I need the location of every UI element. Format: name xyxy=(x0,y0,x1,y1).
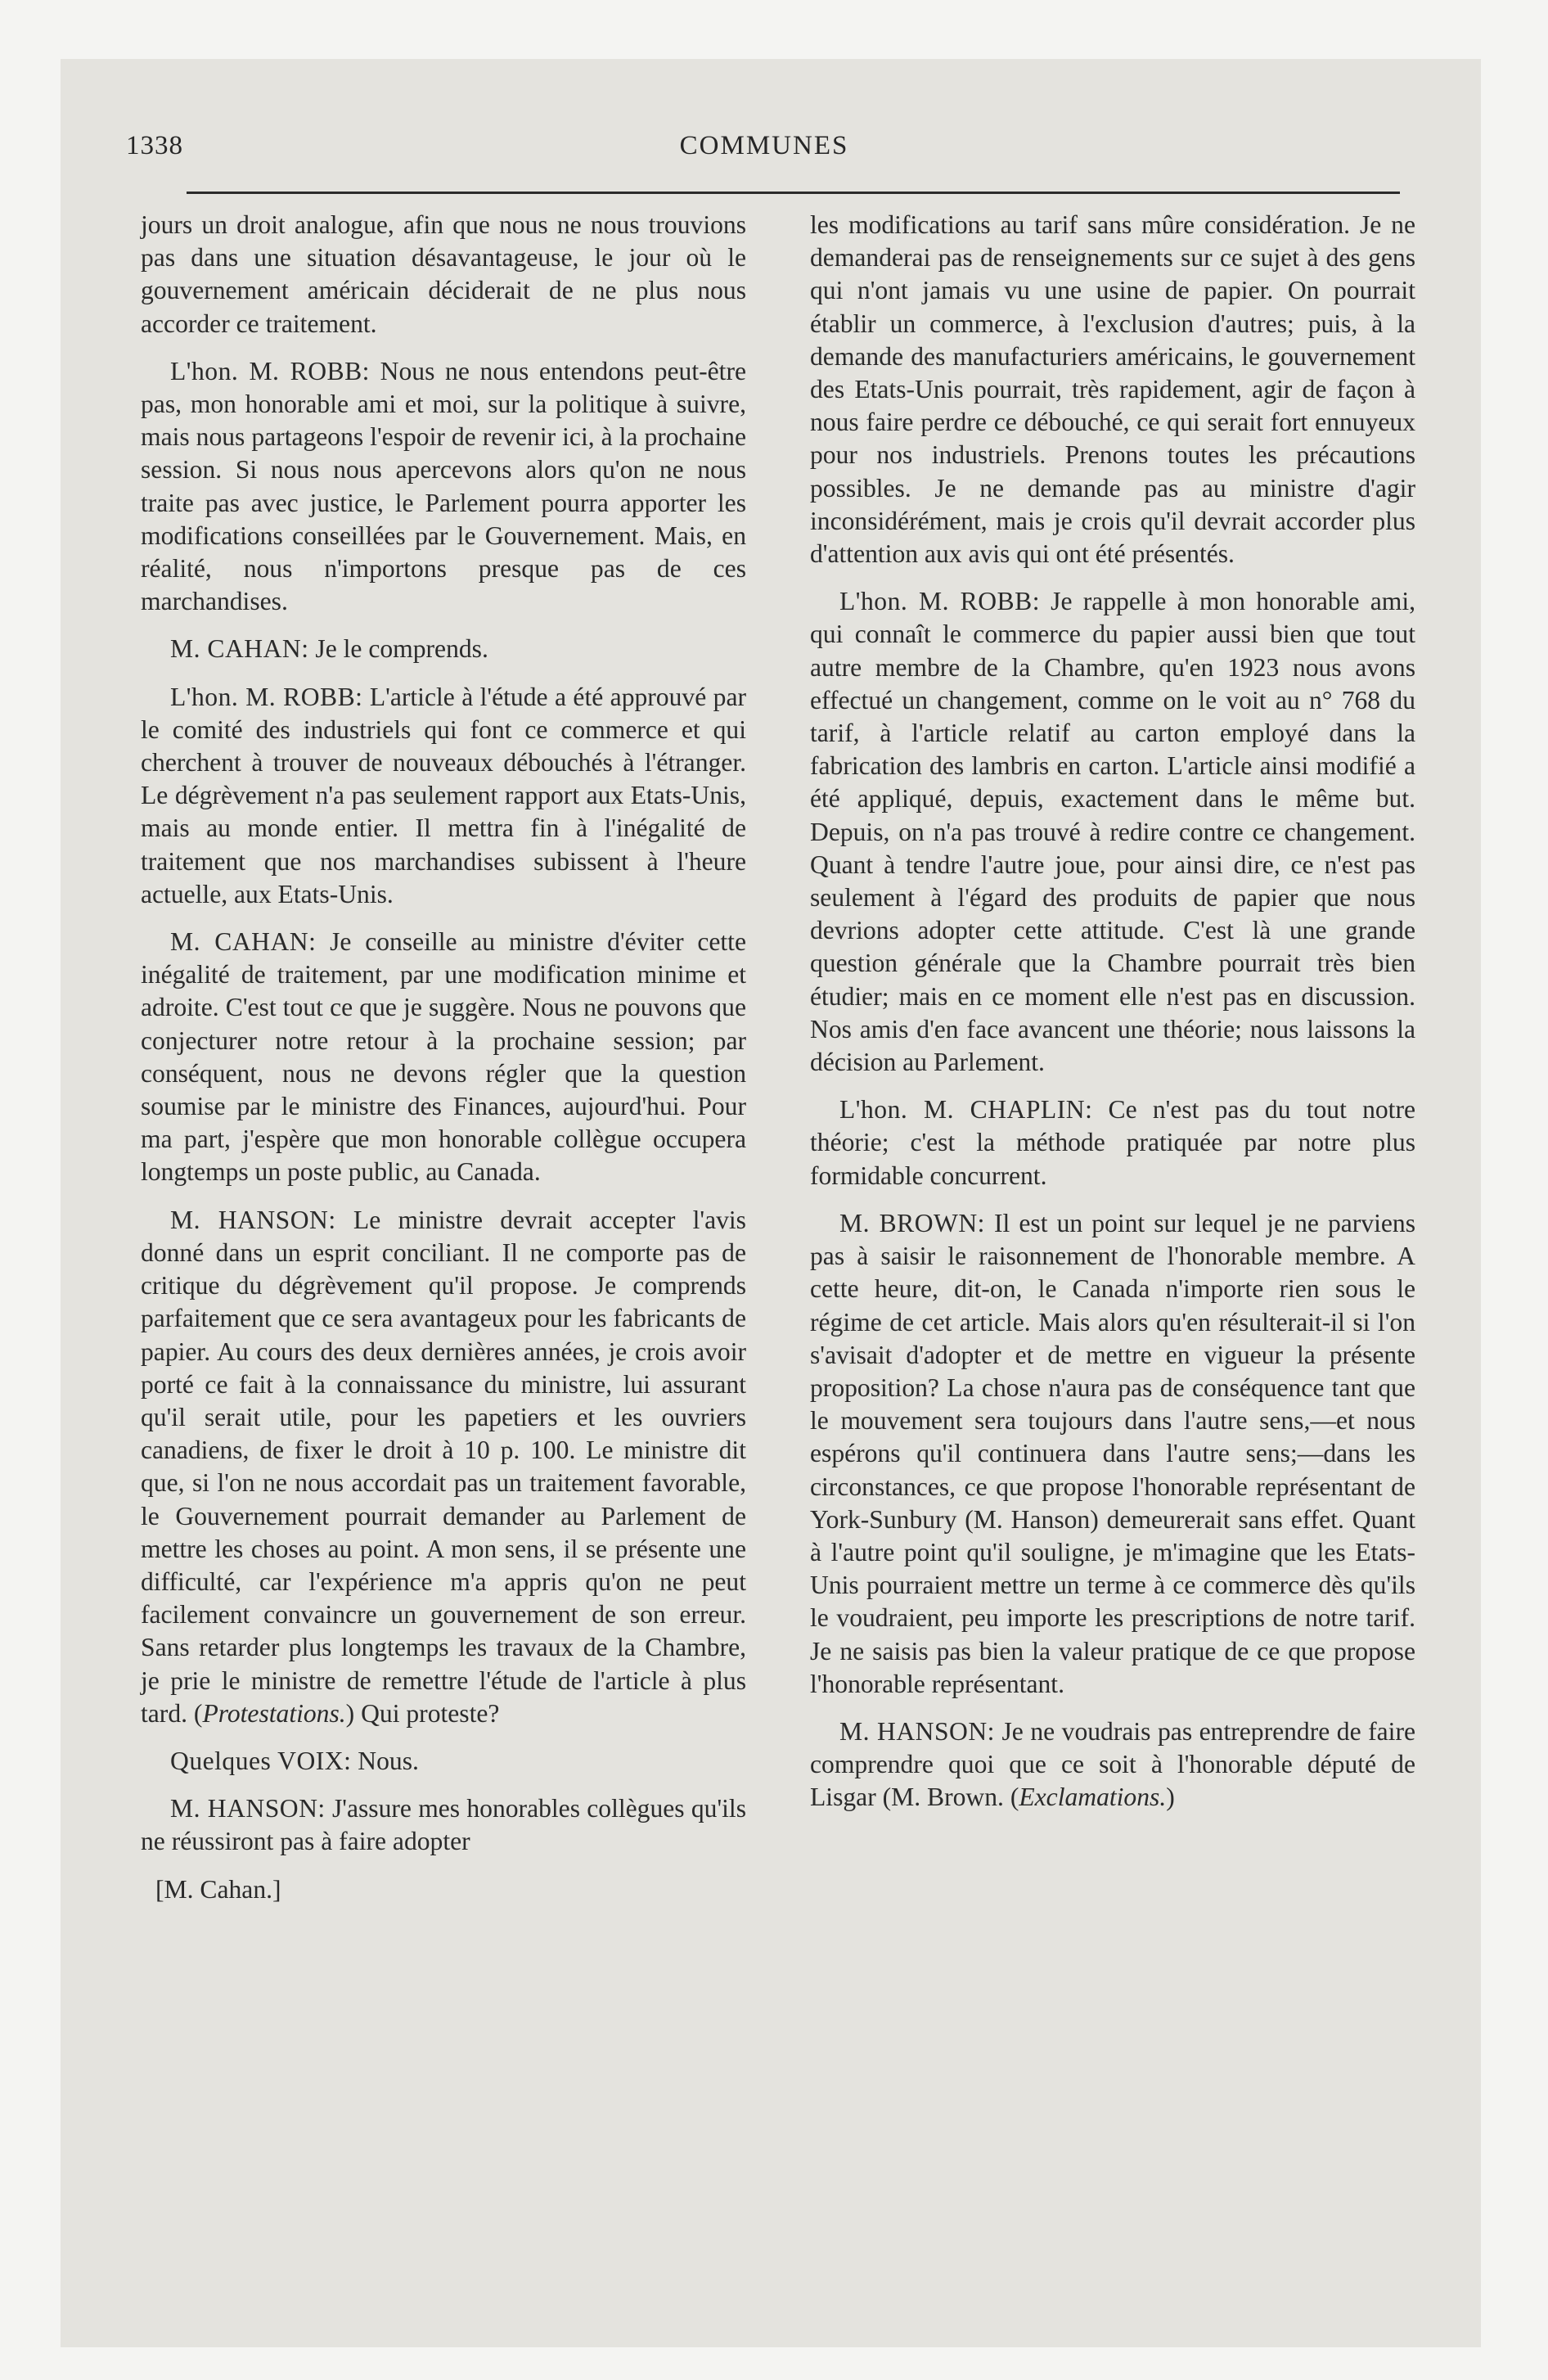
paragraph-text: les modifications au tarif sans mûre considération. Je ne demanderai pas de renseignements sur ce sujet à des gens qui n'ont jamais vu une usine de papier. On pourrait établir un commerce, à l'exclusion d'autres; puis, à la demande des manufacturiers américains, le gouvernement des Etats-Unis pourrait, très rapidement, agir de façon à nous faire perdre ce débouché, ce qui serait fort ennuyeux pour nos industriels. Prenons toutes les précautions possibles. Je ne demande pas au ministre d'agir inconsidérément, mais je crois qu'il devrait accorder plus d'attention aux avis qui ont été présentés. xyxy=(810,210,1415,569)
speaker-name: L'hon. M. ROBB: xyxy=(170,682,363,711)
speaker-name: M. CAHAN: xyxy=(170,634,309,664)
speaker-name: L'hon. M. ROBB: xyxy=(839,587,1040,616)
paragraph xyxy=(810,209,1415,570)
paragraph-text: Nous ne nous entendons peut-être pas, mon honorable ami et moi, sur la politique à suivre, mais nous partageons l'espoir de revenir ici, à la prochaine session. Si nous nous apercevons alors qu'on ne nous traite pas avec justice, le Parlement pourra apporter les modifications conseillées par le Gouvernement. Mais, en réalité, nous n'importons presque pas de ces marchandises. xyxy=(141,356,746,616)
paragraph-text: Ce n'est pas du tout notre théorie; c'est la méthode pratiquée par notre plus formidable concurrent. xyxy=(810,1095,1415,1190)
left-column xyxy=(141,209,746,1906)
speaker-name: M. HANSON: xyxy=(170,1205,336,1234)
paragraph-text: Nous. xyxy=(351,1746,419,1775)
paragraph xyxy=(810,1715,1415,1814)
paragraph-text: Je rappelle à mon honorable ami, qui connaît le commerce du papier aussi bien que tout autre membre de la Chambre, qu'en 1923 nous avons effectué un changement, comme on le voit au n° 768 du tarif, à l'article relatif au carton employé dans la fabrication des lambris en carton. L'article ainsi modifié a été appliqué, depuis, exactement dans le même but. Depuis, on n'a pas trouvé à redire contre ce changement. Quant à tendre l'autre joue, pour ainsi dire, ce n'est pas seulement à l'égard des produits de papier que nous devrions adopter cette attitude. C'est là une grande question générale que la Chambre pourrait très bien étudier; mais en ce moment elle n'est pas en discussion. Nos amis d'en face avancent une théorie; nous laissons la décision au Parlement. xyxy=(810,587,1415,1077)
page-number: 1338 xyxy=(126,131,183,160)
right-column xyxy=(810,209,1415,1829)
speaker-name: L'hon. M. ROBB: xyxy=(170,356,370,385)
paragraph xyxy=(810,585,1415,1079)
header-rule xyxy=(187,192,1400,194)
paragraph xyxy=(810,1093,1415,1192)
paragraph xyxy=(141,355,746,619)
stage-direction: Protestations. xyxy=(202,1698,346,1728)
paragraph-text: ) Qui proteste? xyxy=(345,1698,500,1728)
page-header xyxy=(126,131,1402,180)
paragraph-text: Je ne voudrais pas entreprendre de faire comprendre quoi que ce soit à l'honorable député de Lisgar (M. Brown. ( xyxy=(810,1716,1415,1812)
paragraph-text: L'article à l'étude a été approuvé par le comité des industriels qui font ce commerce et qui cherchent à trouver de nouveaux débouchés à l'étranger. Le dégrèvement n'a pas seulement rapport aux Etats-Unis, mais au monde entier. Il mettra fin à l'inégalité de traitement que nos marchandises subissent à l'heure actuelle, aux Etats-Unis. xyxy=(141,682,746,908)
speaker-name: M. HANSON: xyxy=(839,1716,995,1746)
paragraph-text: ) xyxy=(1166,1783,1175,1812)
stage-direction: Exclamations. xyxy=(1019,1783,1167,1812)
paragraph-text: J'assure mes honorables collègues qu'ils ne réussiront pas à faire adopter xyxy=(141,1794,746,1856)
paragraph xyxy=(141,209,746,340)
speaker-name: L'hon. M. CHAPLIN: xyxy=(839,1095,1093,1125)
speaker-name: M. HANSON: xyxy=(170,1794,326,1823)
paragraph xyxy=(141,633,746,665)
paragraph xyxy=(141,926,746,1189)
speaker-name: M. BROWN: xyxy=(839,1208,985,1237)
paragraph-text: Je le comprends. xyxy=(308,634,488,664)
paragraph-text: Le ministre devrait accepter l'avis donné dans un esprit conciliant. Il ne comporte pas de critique du dégrèvement qu'il propose. Je comprends parfaitement que ce sera avantageux pour les fabricants de papier. Au cours des deux dernières années, je crois avoir porté ce fait à la connaissance du ministre, lui assurant qu'il serait utile, pour les papetiers et les ouvriers canadiens, de fixer le droit à 10 p. 100. Le ministre dit que, si l'on ne nous accordait pas un traitement favorable, le Gouvernement pourrait demander au Parlement de mettre les choses au point. A mon sens, il se présente une difficulté, car l'expérience m'a appris qu'on ne peut facilement convaincre un gouvernement de son erreur. Sans retarder plus longtemps les travaux de la Chambre, je prie le ministre de remettre l'étude de l'article à plus tard. ( xyxy=(141,1205,746,1728)
speaker-name: Quelques VOIX: xyxy=(170,1746,352,1775)
speaker-name: M. CAHAN: xyxy=(170,927,317,957)
paragraph xyxy=(810,1207,1415,1701)
paragraph xyxy=(141,1204,746,1730)
paragraph xyxy=(141,1745,746,1778)
running-title: COMMUNES xyxy=(679,131,849,160)
paragraph-text: Je conseille au ministre d'éviter cette inégalité de traitement, par une modification minime et adroite. C'est tout ce que je suggère. Nous ne pouvons que conjecturer notre retour à la prochaine session; par conséquent, nous ne devons régler que la question soumise par le ministre des Finances, aujourd'hui. Pour ma part, j'espère que mon honorable collègue occupera longtemps un poste public, au Canada. xyxy=(141,927,746,1187)
paragraph xyxy=(141,1792,746,1858)
speaker-attribution: [M. Cahan.] xyxy=(155,1874,281,1904)
paragraph-text: jours un droit analogue, afin que nous ne nous trouvions pas dans une situation désavantageuse, le jour où le gouvernement américain déciderait de ne plus nous accorder ce traitement. xyxy=(141,210,746,338)
paragraph-text: Il est un point sur lequel je ne parviens pas à saisir le raisonnement de l'honorable membre. A cette heure, dit-on, le Canada n'importe rien sous le régime de cet article. Mais alors qu'en résulterait-il si l'on s'avisait d'adopter et de mettre en vigueur la présente proposition? La chose n'aura pas de conséquence tant que le mouvement sera toujours dans l'autre sens,—et nous espérons qu'il continuera dans l'autre sens;—dans les circonstances, ce que propose l'honorable représentant de York-Sunbury (M. Hanson) demeurerait sans effet. Quant à l'autre point qu'il souligne, je m'imagine que les Etats-Unis pourraient mettre un terme à ce commerce dès qu'ils le voudraient, peu importe les prescriptions de notre tarif. Je ne saisis pas bien la valeur pratique de ce que propose l'honorable représentant. xyxy=(810,1208,1416,1698)
paragraph xyxy=(141,681,746,911)
